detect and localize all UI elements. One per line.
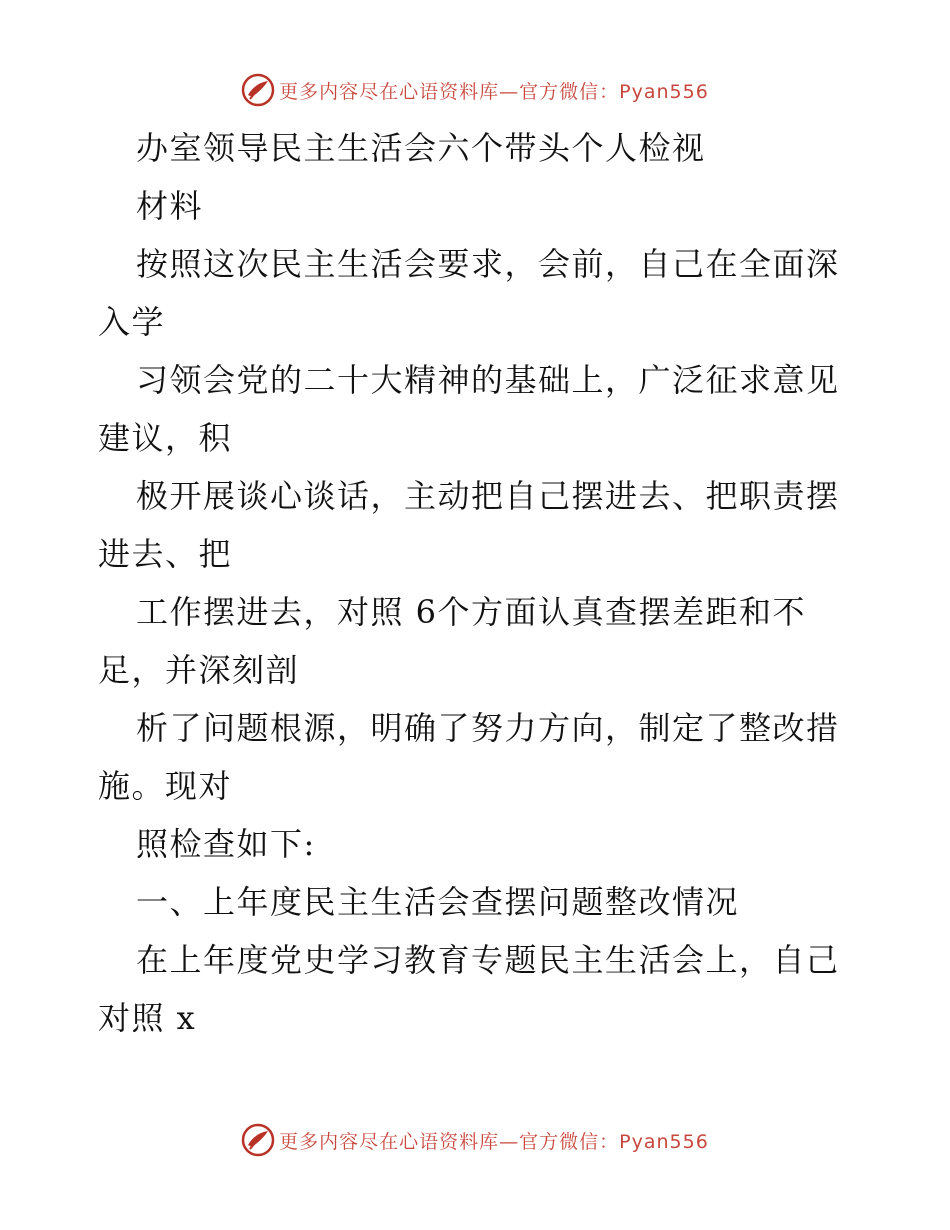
watermark-banner-top <box>0 68 950 112</box>
pen-logo-icon <box>241 1123 275 1157</box>
watermark-text: 更多内容尽在心语资料库—官方微信：Pyan556 <box>279 80 709 103</box>
paragraph-line: 析了问题根源，明确了努力方向，制定了整改措 <box>136 709 840 747</box>
title-line-2: 材料 <box>136 187 204 225</box>
paragraph-line: 进去、把 <box>98 535 233 573</box>
watermark-banner-bottom <box>0 1118 950 1162</box>
watermark-text: 更多内容尽在心语资料库—官方微信：Pyan556 <box>279 1130 709 1153</box>
paragraph-line: 按照这次民主生活会要求，会前，自己在全面深 <box>136 245 840 283</box>
paragraph-line: 足，并深刻剖 <box>98 651 300 689</box>
title-line-1: 办室领导民主生活会六个带头个人检视 <box>136 129 706 167</box>
paragraph-line: 习领会党的二十大精神的基础上，广泛征求意见 <box>136 361 840 399</box>
paragraph-line: 工作摆进去，对照 6个方面认真查摆差距和不 <box>136 593 807 631</box>
section-heading: 一、上年度民主生活会查摆问题整改情况 <box>136 883 740 921</box>
paragraph-line: 极开展谈心谈话，主动把自己摆进去、把职责摆 <box>136 477 840 515</box>
pen-logo-icon <box>241 73 275 107</box>
paragraph-line: 入学 <box>98 303 166 341</box>
paragraph-line: 对照 x <box>98 999 197 1037</box>
paragraph-line: 照检查如下: <box>136 825 316 863</box>
paragraph-line: 在上年度党史学习教育专题民主生活会上，自己 <box>136 941 840 979</box>
paragraph-line: 施。现对 <box>98 767 233 805</box>
paragraph-line: 建议，积 <box>98 419 233 457</box>
